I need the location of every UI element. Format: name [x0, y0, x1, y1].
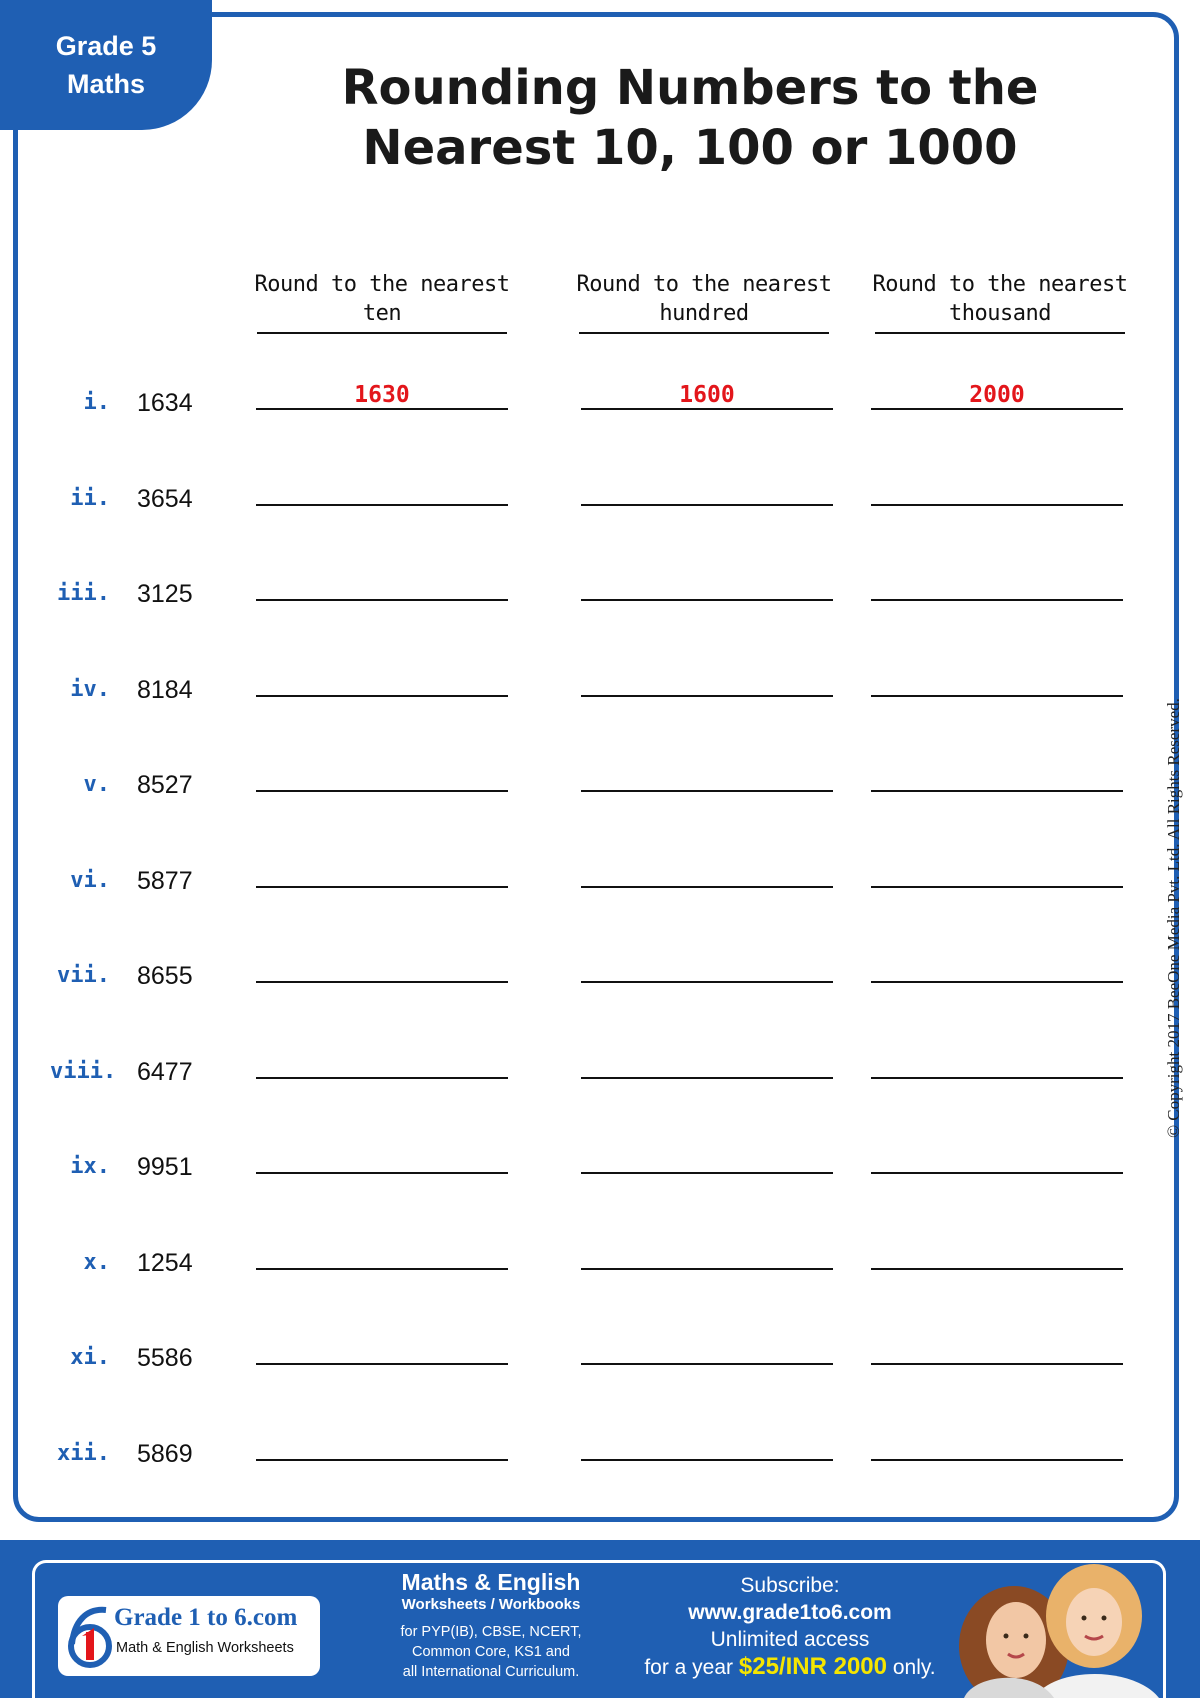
answer-blank[interactable] [256, 953, 508, 983]
column-header-ten [252, 270, 512, 328]
answer-blank[interactable] [871, 1431, 1123, 1461]
answer-blank[interactable] [256, 858, 508, 888]
question-row [0, 866, 1200, 906]
question-value: 1634 [137, 389, 193, 417]
answer-blank[interactable] [581, 1144, 833, 1174]
answer-text: 1600 [679, 382, 735, 408]
answer-blank[interactable] [256, 571, 508, 601]
question-value: 5586 [137, 1344, 193, 1372]
subject-label: Maths [66, 69, 145, 99]
question-number: iv. [70, 677, 110, 702]
question-number: viii. [50, 1059, 117, 1084]
answer-blank[interactable] [871, 380, 1123, 410]
question-value: 3654 [137, 485, 193, 513]
question-value: 3125 [137, 580, 193, 608]
copyright-notice: © Copyright 2017 BeeOne Media Pvt. Ltd. All Rights Reserved. [1164, 698, 1183, 1138]
question-value: 5869 [137, 1440, 193, 1468]
price-value: $25/INR 2000 [738, 1653, 887, 1680]
question-number: vii. [57, 963, 110, 988]
question-row [0, 1248, 1200, 1288]
column-header-text: Round to the nearest [872, 272, 1128, 297]
access-text: Unlimited access [710, 1628, 870, 1651]
price-line [620, 1653, 960, 1681]
question-number: x. [83, 1250, 110, 1275]
footer-banner [0, 1540, 1200, 1698]
grade-badge [0, 0, 212, 130]
question-row [0, 579, 1200, 619]
question-value: 6477 [137, 1058, 193, 1086]
answer-blank[interactable] [871, 1049, 1123, 1079]
column-header-text: Round to the nearest [254, 272, 510, 297]
answer-blank[interactable] [871, 858, 1123, 888]
question-value: 8527 [137, 771, 193, 799]
answer-blank[interactable] [581, 1335, 833, 1365]
worksheets-info [362, 1568, 620, 1682]
column-header-text: thousand [949, 301, 1051, 326]
answer-blank[interactable] [581, 762, 833, 792]
answer-blank[interactable] [581, 476, 833, 506]
answer-blank[interactable] [581, 1240, 833, 1270]
answer-blank[interactable] [871, 953, 1123, 983]
question-number: i. [83, 390, 110, 415]
column-header-text: Round to the nearest [576, 272, 832, 297]
answer-blank[interactable] [871, 1335, 1123, 1365]
price-prefix: for a year [644, 1656, 734, 1679]
question-row [0, 484, 1200, 524]
answer-blank[interactable] [581, 1049, 833, 1079]
question-row [0, 961, 1200, 1001]
column-header-thousand [870, 270, 1130, 328]
answer-blank[interactable] [256, 1335, 508, 1365]
question-number: xii. [57, 1441, 110, 1466]
answer-blank[interactable] [871, 1240, 1123, 1270]
info-line: for PYP(IB), CBSE, NCERT, [400, 1624, 582, 1640]
question-row [0, 1439, 1200, 1479]
subscribe-label: Subscribe: [740, 1574, 840, 1597]
question-value: 5877 [137, 867, 193, 895]
answer-blank[interactable] [871, 476, 1123, 506]
question-number: iii. [57, 581, 110, 606]
question-row [0, 382, 1200, 428]
info-title: Maths & English [401, 1569, 581, 1595]
answer-blank[interactable] [871, 762, 1123, 792]
info-subtitle: Worksheets / Workbooks [401, 1596, 581, 1613]
title-line-1: Rounding Numbers to the [341, 60, 1039, 116]
subscribe-info [620, 1572, 960, 1681]
info-line: Common Core, KS1 and [412, 1644, 570, 1660]
logo-6-icon [66, 1602, 118, 1670]
site-logo[interactable] [58, 1596, 320, 1676]
column-header-text: ten [362, 301, 402, 326]
page-title [300, 58, 1080, 178]
answer-blank[interactable] [871, 1144, 1123, 1174]
column-header-hundred [574, 270, 834, 328]
question-row [0, 770, 1200, 810]
question-value: 1254 [137, 1249, 193, 1277]
logo-subtitle: Math & English Worksheets [116, 1640, 294, 1656]
answer-blank[interactable] [581, 380, 833, 410]
answer-blank[interactable] [581, 667, 833, 697]
question-number: ii. [70, 486, 110, 511]
price-suffix: only. [892, 1656, 936, 1679]
answer-blank[interactable] [256, 380, 508, 410]
logo-title: Grade 1 to 6.com [114, 1604, 298, 1631]
question-value: 8184 [137, 676, 193, 704]
answer-blank[interactable] [581, 571, 833, 601]
answer-blank[interactable] [256, 667, 508, 697]
question-number: v. [83, 772, 110, 797]
question-row [0, 1152, 1200, 1192]
answer-text: 2000 [969, 382, 1025, 408]
column-header-text: hundred [659, 301, 749, 326]
answer-blank[interactable] [256, 1144, 508, 1174]
answer-blank[interactable] [581, 953, 833, 983]
answer-blank[interactable] [581, 1431, 833, 1461]
question-row [0, 1057, 1200, 1097]
question-value: 8655 [137, 962, 193, 990]
question-value: 9951 [137, 1153, 193, 1181]
answer-blank[interactable] [256, 476, 508, 506]
answer-blank[interactable] [871, 571, 1123, 601]
answer-blank[interactable] [256, 762, 508, 792]
question-number: vi. [70, 868, 110, 893]
question-number: xi. [70, 1345, 110, 1370]
answer-blank[interactable] [256, 1240, 508, 1270]
question-number: ix. [70, 1154, 110, 1179]
mother-daughter-photo [944, 1556, 1176, 1698]
info-line: all International Curriculum. [402, 1664, 580, 1680]
answer-blank[interactable] [256, 1049, 508, 1079]
title-line-2: Nearest 10, 100 or 1000 [362, 120, 1018, 176]
question-row [0, 675, 1200, 715]
subscribe-link[interactable]: www.grade1to6.com [688, 1601, 892, 1624]
answer-blank[interactable] [256, 1431, 508, 1461]
answer-blank[interactable] [871, 667, 1123, 697]
answer-blank[interactable] [581, 858, 833, 888]
question-row [0, 1343, 1200, 1383]
grade-label: Grade 5 [55, 31, 157, 61]
answer-text: 1630 [354, 382, 410, 408]
